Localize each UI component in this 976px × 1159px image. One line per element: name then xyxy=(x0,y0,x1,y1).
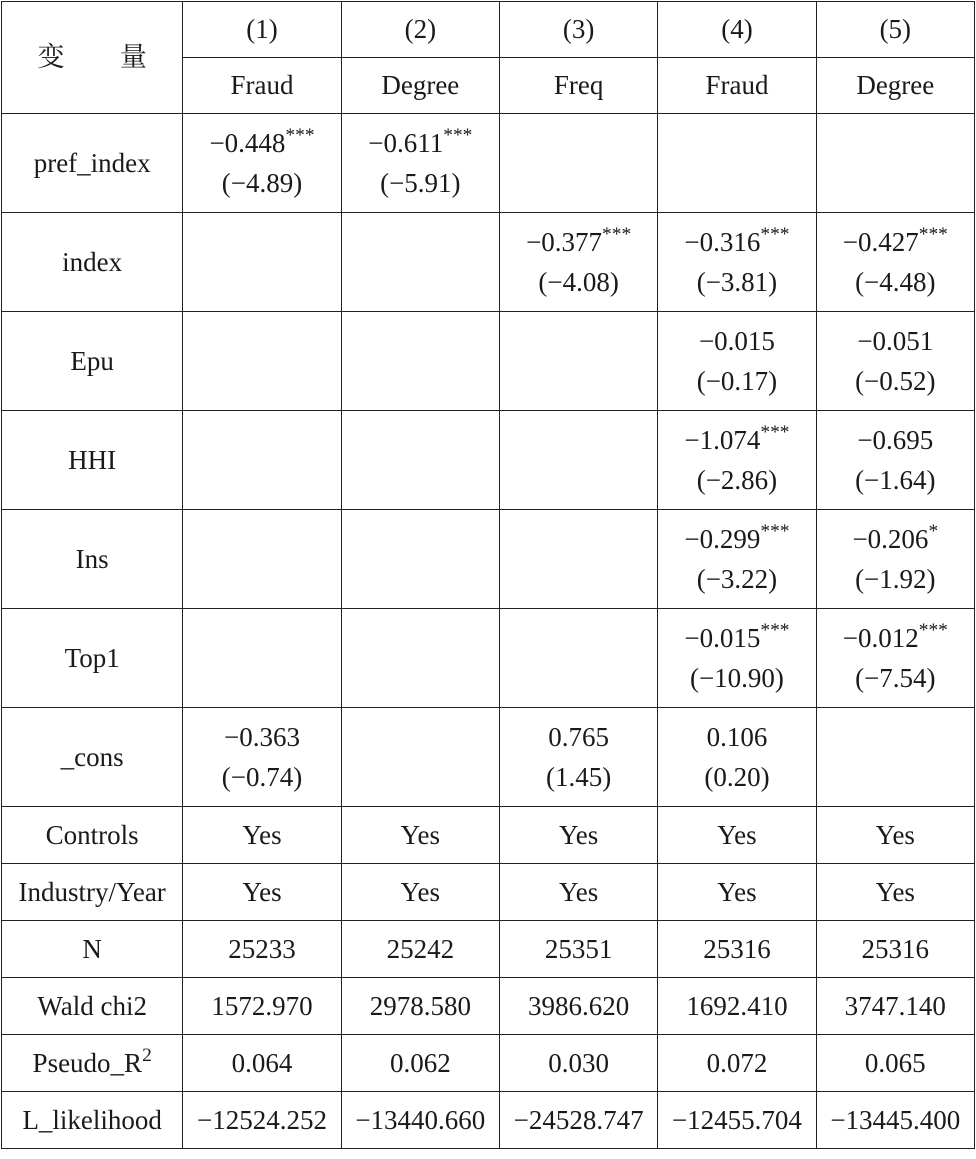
col-number: (5) xyxy=(816,2,974,58)
coef-cell xyxy=(499,411,657,510)
stat-value: 1692.410 xyxy=(658,978,816,1035)
significance-stars: *** xyxy=(918,620,948,642)
coef-cell xyxy=(183,213,341,312)
coef-cell xyxy=(816,312,974,411)
coef-cell xyxy=(816,708,974,807)
col-name: Fraud xyxy=(183,58,341,114)
stat-value: −12455.704 xyxy=(658,1092,816,1149)
table-row xyxy=(2,1035,975,1092)
row-label-text: Wald chi2 xyxy=(37,990,147,1021)
t-stat: (−3.22) xyxy=(696,564,778,594)
t-stat: (−4.48) xyxy=(855,267,936,297)
coef-value: 0.106 xyxy=(706,722,768,752)
coef-cell xyxy=(816,114,974,213)
coef-line xyxy=(817,618,974,658)
coef-value: −0.051 xyxy=(857,326,934,356)
stat-value: 2978.580 xyxy=(341,978,499,1035)
significance-stars: *** xyxy=(760,521,790,543)
table-row xyxy=(2,864,975,921)
coef-cell xyxy=(658,213,816,312)
t-stat: (−0.52) xyxy=(855,366,936,396)
row-label: _cons xyxy=(2,708,183,807)
coef-value: −0.427 xyxy=(842,227,919,257)
header-row-numbers xyxy=(2,2,975,58)
t-stat: (0.20) xyxy=(704,762,770,792)
coef-cell xyxy=(658,708,816,807)
coef-value: −0.363 xyxy=(224,722,300,752)
coef-cell xyxy=(499,312,657,411)
t-stat: (−3.81) xyxy=(696,267,778,297)
coef-line xyxy=(500,222,657,262)
row-label: Top1 xyxy=(2,609,183,708)
row-label-text: L_likelihood xyxy=(22,1104,162,1135)
coef-cell xyxy=(499,609,657,708)
stat-value: 0.065 xyxy=(816,1035,974,1092)
t-stat: (−7.54) xyxy=(855,663,936,693)
col-name: Fraud xyxy=(658,58,816,114)
coef-cell xyxy=(183,708,341,807)
t-stat: (−0.74) xyxy=(221,762,303,792)
row-label-text: Controls xyxy=(45,819,139,850)
table-row xyxy=(2,510,975,609)
coefficient-rows xyxy=(2,114,975,807)
coef-cell xyxy=(341,312,499,411)
stat-value: Yes xyxy=(658,864,816,921)
coef-cell xyxy=(499,510,657,609)
stat-value: 25316 xyxy=(816,921,974,978)
t-stat: (−1.92) xyxy=(855,564,936,594)
row-label: Epu xyxy=(2,312,183,411)
coef-value: −0.377 xyxy=(526,227,603,257)
stat-value: Yes xyxy=(183,864,341,921)
row-label xyxy=(2,807,183,864)
coef-cell xyxy=(183,609,341,708)
coef-line xyxy=(183,717,340,757)
coef-value: −0.012 xyxy=(842,623,919,653)
row-label: HHI xyxy=(2,411,183,510)
coef-cell xyxy=(658,312,816,411)
stat-value: Yes xyxy=(183,807,341,864)
row-label xyxy=(2,921,183,978)
col-name: Degree xyxy=(816,58,974,114)
row-label: Ins xyxy=(2,510,183,609)
coef-line xyxy=(658,222,815,262)
variable-header: 变 量 xyxy=(2,2,183,114)
stat-value: 0.030 xyxy=(499,1035,657,1092)
t-stat: (−10.90) xyxy=(689,663,784,693)
col-number: (1) xyxy=(183,2,341,58)
coef-cell xyxy=(658,411,816,510)
stat-value: Yes xyxy=(499,864,657,921)
stat-value: 25316 xyxy=(658,921,816,978)
table-row xyxy=(2,312,975,411)
coef-cell xyxy=(816,213,974,312)
significance-stars: *** xyxy=(760,224,790,246)
significance-stars: *** xyxy=(285,125,315,147)
coef-line xyxy=(817,420,974,460)
coef-cell xyxy=(183,312,341,411)
coef-value: −0.206 xyxy=(852,524,929,554)
stat-value: Yes xyxy=(499,807,657,864)
regression-table xyxy=(1,1,975,1149)
stat-value: −12524.252 xyxy=(183,1092,341,1149)
coef-line xyxy=(500,717,657,757)
coef-value: −0.611 xyxy=(368,128,444,158)
coef-value: −0.015 xyxy=(698,326,775,356)
coef-line xyxy=(658,618,815,658)
table-row xyxy=(2,921,975,978)
coef-value: 0.765 xyxy=(548,722,610,752)
coef-cell xyxy=(499,213,657,312)
stat-value: 25242 xyxy=(341,921,499,978)
stat-value: 0.062 xyxy=(341,1035,499,1092)
stat-value: Yes xyxy=(816,807,974,864)
row-label xyxy=(2,1035,183,1092)
stat-value: Yes xyxy=(816,864,974,921)
coef-cell xyxy=(183,510,341,609)
coef-cell xyxy=(499,708,657,807)
coef-cell xyxy=(816,510,974,609)
coef-line xyxy=(817,519,974,559)
stat-value: 0.072 xyxy=(658,1035,816,1092)
coef-line xyxy=(817,321,974,361)
row-label xyxy=(2,864,183,921)
coef-cell xyxy=(816,609,974,708)
table-row xyxy=(2,609,975,708)
significance-stars: *** xyxy=(602,224,632,246)
row-label-text: N xyxy=(82,933,102,964)
statistic-rows xyxy=(2,807,975,1149)
stat-value: Yes xyxy=(341,864,499,921)
significance-stars: *** xyxy=(760,422,790,444)
coef-cell xyxy=(341,411,499,510)
stat-value: 1572.970 xyxy=(183,978,341,1035)
t-stat: (1.45) xyxy=(546,762,612,792)
significance-stars: * xyxy=(928,521,939,543)
coef-value: −0.015 xyxy=(684,623,761,653)
row-label-text: Pseudo_R xyxy=(32,1047,143,1078)
stat-value: −24528.747 xyxy=(499,1092,657,1149)
row-label-text: Industry/Year xyxy=(18,876,166,907)
coef-line xyxy=(183,123,340,163)
stat-value: Yes xyxy=(658,807,816,864)
coef-cell xyxy=(816,411,974,510)
col-number: (4) xyxy=(658,2,816,58)
coef-cell xyxy=(341,609,499,708)
col-name: Degree xyxy=(341,58,499,114)
t-stat: (−1.64) xyxy=(855,465,936,495)
coef-cell xyxy=(658,510,816,609)
coef-value: −0.316 xyxy=(684,227,761,257)
coef-value: −1.074 xyxy=(684,425,761,455)
coef-line xyxy=(658,519,815,559)
table-row xyxy=(2,708,975,807)
table-row xyxy=(2,1092,975,1149)
coef-cell xyxy=(499,114,657,213)
coef-cell xyxy=(341,213,499,312)
coef-value: −0.448 xyxy=(209,128,286,158)
stat-value: −13445.400 xyxy=(816,1092,974,1149)
col-number: (3) xyxy=(499,2,657,58)
significance-stars: *** xyxy=(760,620,790,642)
t-stat: (−5.91) xyxy=(380,168,461,198)
coef-line xyxy=(817,222,974,262)
col-name: Freq xyxy=(499,58,657,114)
coef-line xyxy=(342,123,499,163)
row-label: index xyxy=(2,213,183,312)
significance-stars: *** xyxy=(918,224,948,246)
coef-cell xyxy=(341,708,499,807)
row-label: pref_index xyxy=(2,114,183,213)
t-stat: (−4.89) xyxy=(221,168,303,198)
stat-value: 25233 xyxy=(183,921,341,978)
coef-cell xyxy=(658,609,816,708)
significance-stars: *** xyxy=(443,125,473,147)
stat-value: 0.064 xyxy=(183,1035,341,1092)
coef-cell xyxy=(183,411,341,510)
coef-value: −0.299 xyxy=(684,524,761,554)
table-row xyxy=(2,807,975,864)
stat-value: 25351 xyxy=(499,921,657,978)
coef-cell xyxy=(183,114,341,213)
table-row xyxy=(2,114,975,213)
coef-value: −0.695 xyxy=(857,425,934,455)
coef-cell xyxy=(341,114,499,213)
t-stat: (−4.08) xyxy=(538,267,619,297)
table-row xyxy=(2,213,975,312)
coef-line xyxy=(658,321,815,361)
row-label xyxy=(2,1092,183,1149)
table-row xyxy=(2,978,975,1035)
coef-line xyxy=(658,420,815,460)
stat-value: 3986.620 xyxy=(499,978,657,1035)
stat-value: 3747.140 xyxy=(816,978,974,1035)
coef-cell xyxy=(658,114,816,213)
stat-value: −13440.660 xyxy=(341,1092,499,1149)
coef-line xyxy=(658,717,815,757)
t-stat: (−2.86) xyxy=(696,465,778,495)
col-number: (2) xyxy=(341,2,499,58)
row-label-superscript: 2 xyxy=(142,1044,152,1066)
t-stat: (−0.17) xyxy=(696,366,778,396)
table-row xyxy=(2,411,975,510)
row-label xyxy=(2,978,183,1035)
coef-cell xyxy=(341,510,499,609)
stat-value: Yes xyxy=(341,807,499,864)
